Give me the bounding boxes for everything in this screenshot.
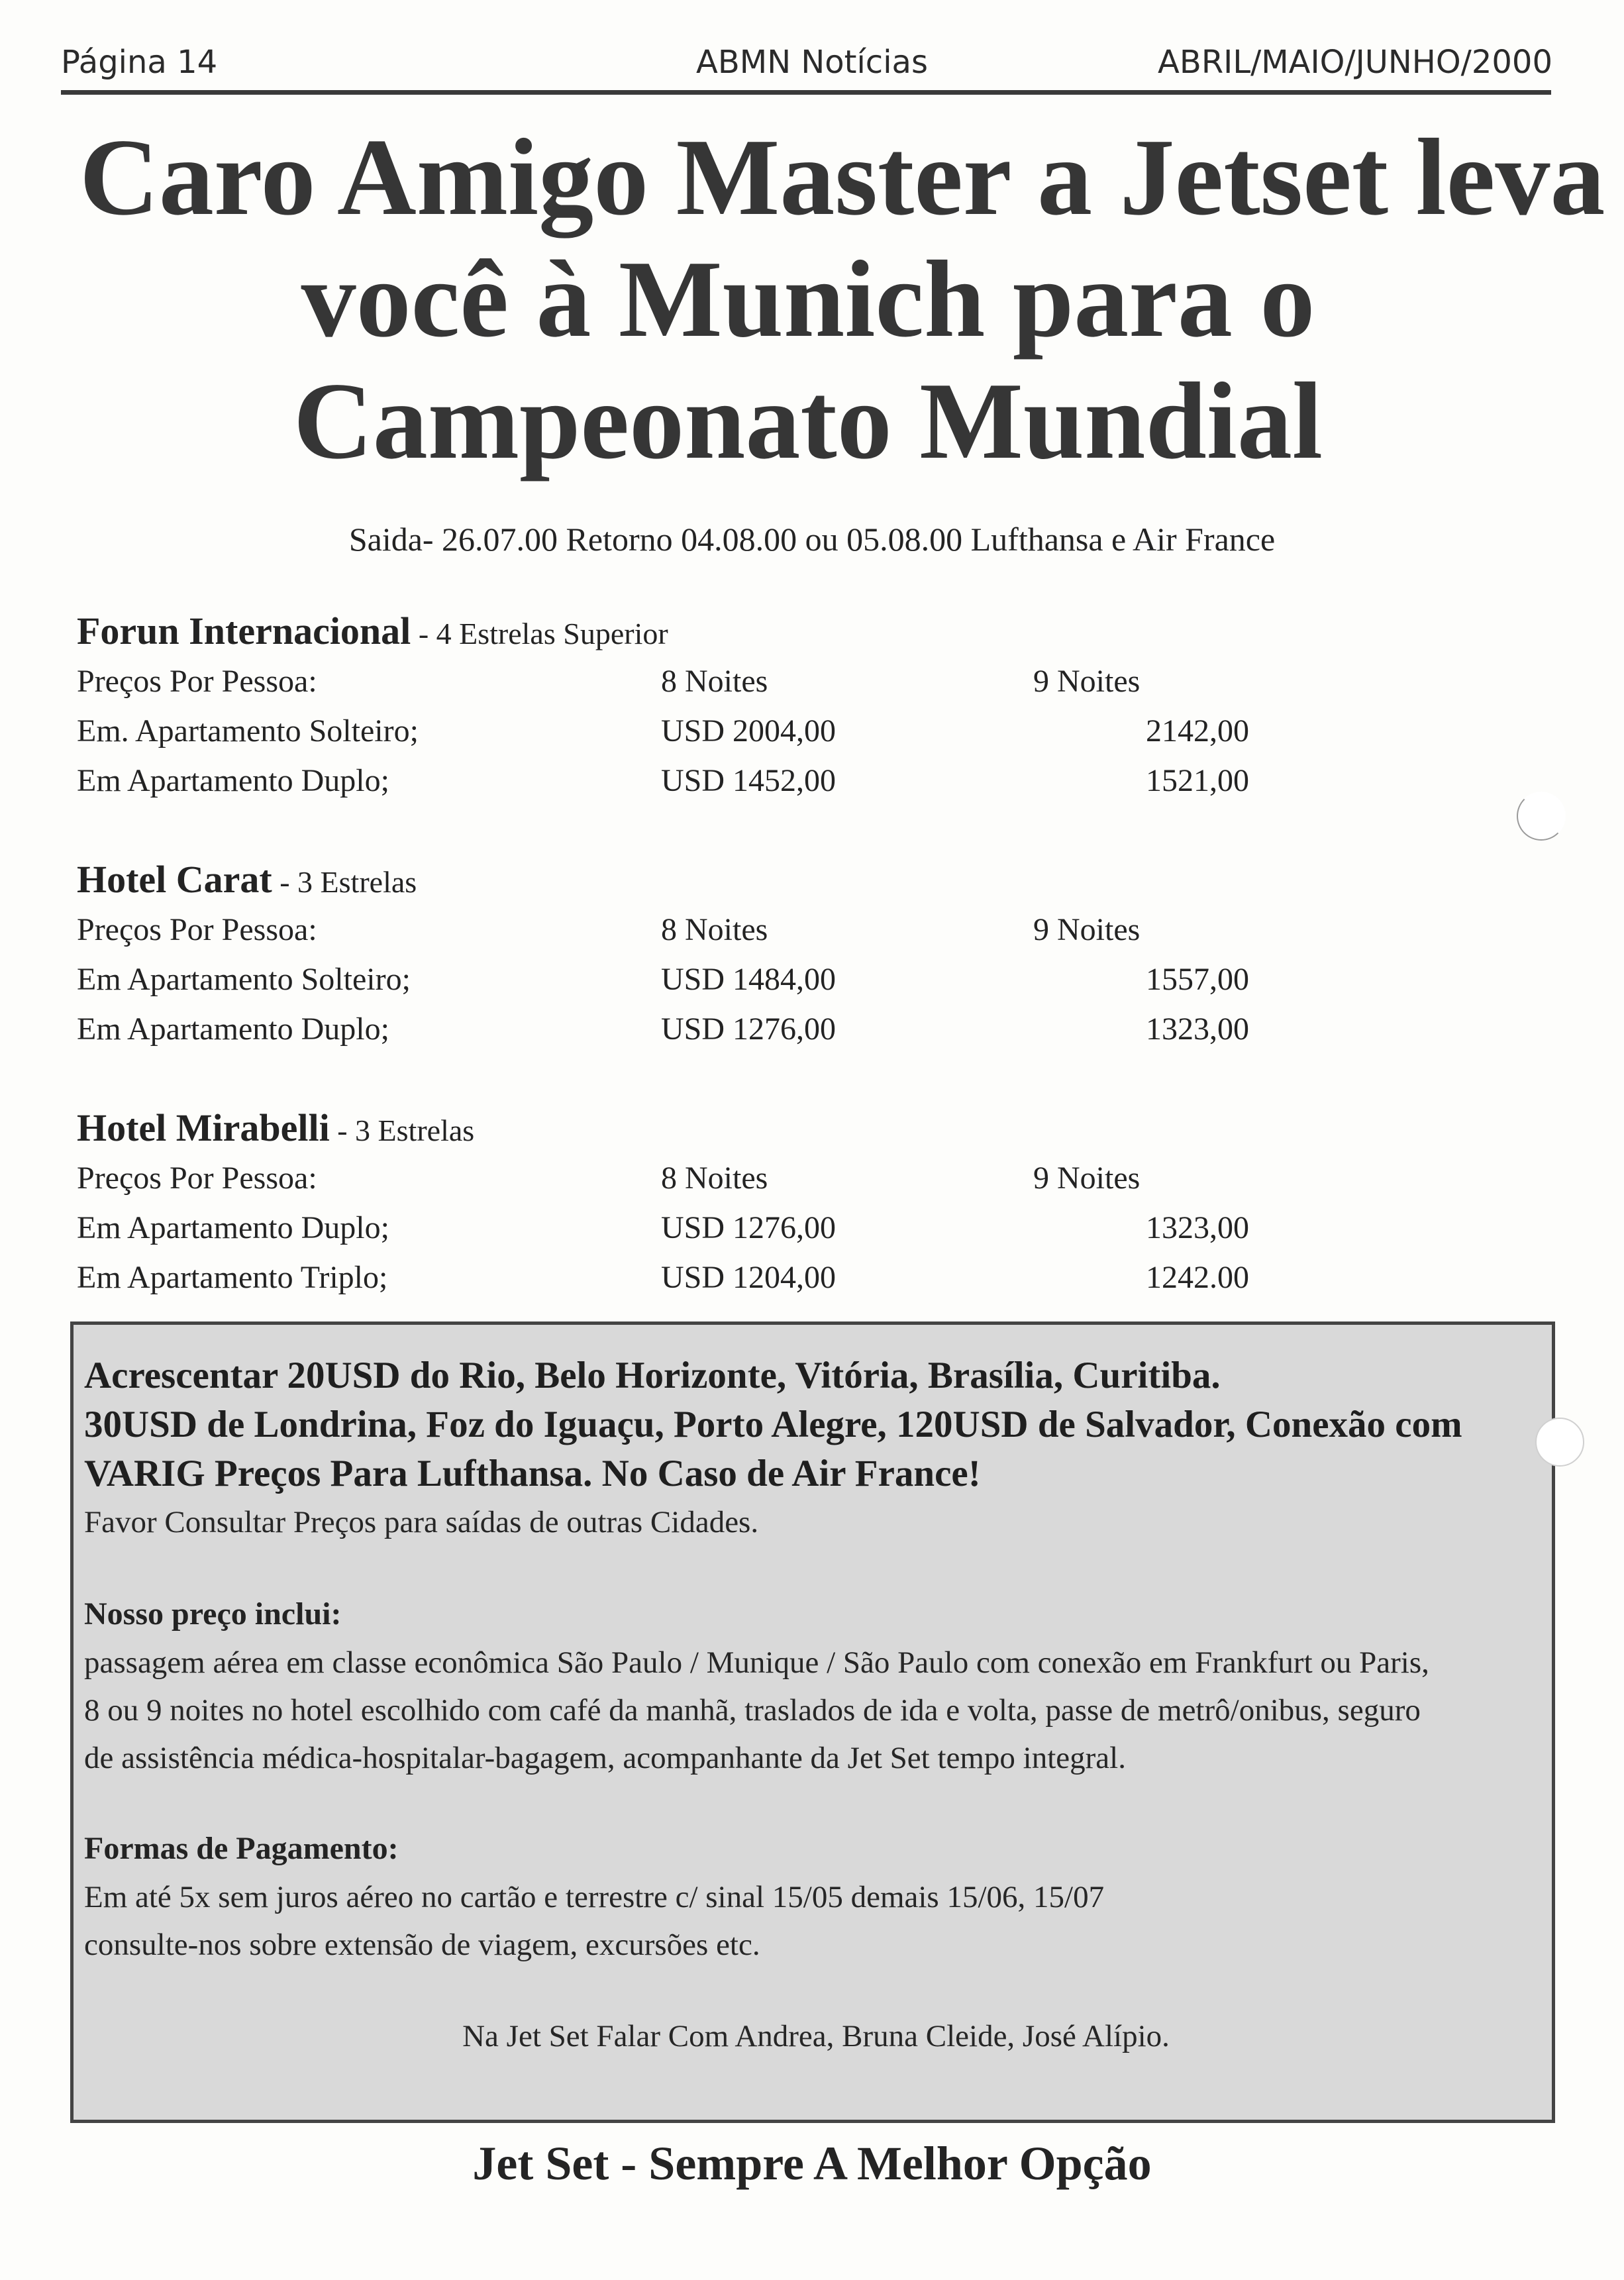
- col-8-nights: 8 Noites: [661, 664, 768, 699]
- col-9-nights: 9 Noites: [1033, 1161, 1141, 1196]
- price-row: [77, 955, 1256, 1004]
- price-row: [77, 1004, 1256, 1054]
- page-number: Página 14: [61, 44, 218, 81]
- price-row: [77, 1203, 1256, 1253]
- room-type: Em Apartamento Triplo;: [77, 1260, 388, 1295]
- surcharge-line: VARIG Preços Para Lufthansa. No Caso de Air France!: [84, 1453, 981, 1494]
- header-rule: [61, 90, 1551, 95]
- includes-heading: Nosso preço inclui:: [84, 1596, 342, 1632]
- hotel-section-forun: [77, 606, 1256, 805]
- punch-hole-mark: [1535, 1418, 1584, 1467]
- price-label: Preços Por Pessoa:: [77, 912, 317, 947]
- spacer: [84, 1969, 1548, 2012]
- hotel-title: [77, 855, 1256, 905]
- price-label: Preços Por Pessoa:: [77, 1161, 317, 1196]
- info-box: [70, 1321, 1555, 2123]
- price-row: [77, 706, 1256, 756]
- price-9-nights: 1323,00: [1146, 1210, 1249, 1245]
- contact-line: Na Jet Set Falar Com Andrea, Bruna Cleide, José Alípio.: [462, 2019, 1170, 2053]
- price-9-nights: 1521,00: [1146, 763, 1249, 798]
- surcharge-line: 30USD de Londrina, Foz do Iguaçu, Porto Alegre, 120USD de Salvador, Conexão com: [84, 1404, 1462, 1445]
- spacer: [84, 1546, 1548, 1590]
- col-8-nights: 8 Noites: [661, 912, 768, 947]
- price-8-nights: USD 1276,00: [661, 1011, 837, 1047]
- headline-line-3: Campeonato Mundial: [293, 360, 1323, 482]
- punch-hole-mark: [1517, 792, 1566, 841]
- price-8-nights: USD 1204,00: [661, 1260, 837, 1295]
- col-9-nights: 9 Noites: [1033, 912, 1141, 947]
- hotel-section-mirabelli: [77, 1103, 1256, 1302]
- price-8-nights: USD 1276,00: [661, 1210, 837, 1245]
- price-row: [77, 1253, 1256, 1302]
- room-type: Em Apartamento Solteiro;: [77, 962, 411, 997]
- hotel-name: Hotel Carat: [77, 858, 272, 901]
- price-8-nights: USD 2004,00: [661, 713, 837, 749]
- hotel-stars: - 3 Estrelas: [272, 865, 417, 899]
- room-type: Em Apartamento Duplo;: [77, 763, 389, 798]
- price-row: [77, 756, 1256, 805]
- includes-line: de assistência médica-hospitalar-bagagem, acompanhante da Jet Set tempo integral.: [84, 1741, 1126, 1775]
- publication-name: ABMN Notícias: [696, 44, 928, 81]
- price-label: Preços Por Pessoa:: [77, 664, 317, 699]
- payment-line: Em até 5x sem juros aéreo no cartão e terrestre c/ sinal 15/05 demais 15/06, 15/07: [84, 1880, 1105, 1914]
- price-9-nights: 2142,00: [1146, 713, 1249, 749]
- payment-line: consulte-nos sobre extensão de viagem, excursões etc.: [84, 1928, 760, 1962]
- hotel-stars: - 4 Estrelas Superior: [411, 617, 668, 650]
- room-type: Em. Apartamento Solteiro;: [77, 713, 419, 749]
- price-9-nights: 1557,00: [1146, 962, 1249, 997]
- payment-heading: Formas de Pagamento:: [84, 1831, 399, 1866]
- price-9-nights: 1323,00: [1146, 1011, 1249, 1047]
- slogan-footer: Jet Set - Sempre A Melhor Opção: [472, 2137, 1152, 2190]
- price-header-row: [77, 1153, 1256, 1203]
- col-9-nights: 9 Noites: [1033, 664, 1141, 699]
- surcharge-line: Acrescentar 20USD do Rio, Belo Horizonte, Vitória, Brasília, Curitiba.: [84, 1355, 1221, 1396]
- consult-note: Favor Consultar Preços para saídas de outras Cidades.: [84, 1505, 759, 1539]
- headline-line-2: você à Munich para o: [301, 238, 1315, 360]
- hotel-section-carat: [77, 855, 1256, 1054]
- hotel-name: Forun Internacional: [77, 609, 411, 652]
- spacer: [84, 1782, 1548, 1824]
- includes-line: passagem aérea em classe econômica São Paulo / Munique / São Paulo com conexão em Frankfurt ou Paris,: [84, 1645, 1429, 1680]
- includes-line: 8 ou 9 noites no hotel escolhido com café da manhã, traslados de ida e volta, passe de metrô/onibus, seguro: [84, 1693, 1421, 1728]
- hotel-title: [77, 1103, 1256, 1153]
- hotel-name: Hotel Mirabelli: [77, 1106, 330, 1149]
- travel-dates: Saida- 26.07.00 Retorno 04.08.00 ou 05.08.00 Lufthansa e Air France: [348, 521, 1276, 558]
- info-box-content: [84, 1351, 1548, 2060]
- room-type: Em Apartamento Duplo;: [77, 1011, 389, 1047]
- price-8-nights: USD 1452,00: [661, 763, 837, 798]
- hotel-title: [77, 606, 1256, 656]
- price-9-nights: 1242.00: [1146, 1260, 1249, 1295]
- issue-date: ABRIL/MAIO/JUNHO/2000: [1158, 44, 1552, 81]
- headline: [79, 116, 1605, 482]
- col-8-nights: 8 Noites: [661, 1161, 768, 1196]
- room-type: Em Apartamento Duplo;: [77, 1210, 389, 1245]
- price-header-row: [77, 656, 1256, 706]
- price-header-row: [77, 905, 1256, 955]
- headline-line-1: Caro Amigo Master a Jetset leva: [79, 116, 1605, 238]
- hotel-stars: - 3 Estrelas: [329, 1114, 475, 1147]
- price-8-nights: USD 1484,00: [661, 962, 837, 997]
